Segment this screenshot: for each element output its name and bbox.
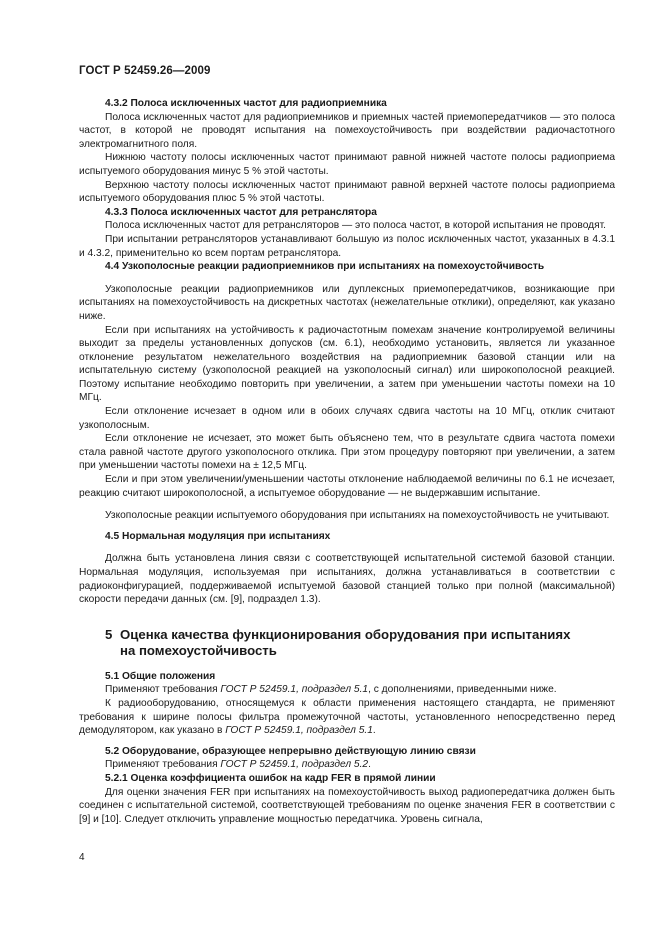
subsection-heading: 5.1 Общие положения <box>105 670 216 682</box>
paragraph: Если отклонение исчезает в одном или в обоих случаях сдвига частоты на 10 МГц, отклик считают узкополосным. <box>79 406 615 431</box>
reference-text: ГОСТ Р 52459.1, подраздел 5.2 <box>220 759 369 771</box>
subsection-heading: 4.3.3 Полоса исключенных частот для ретранслятора <box>105 206 377 218</box>
paragraph: Узкополосные реакции радиоприемников или дуплексных приемопередатчиков, возникающие при испытаниях на помехоустойчивость на дискретных частотах (нежелательные отклики), определяют, как указано ниже. <box>79 283 615 322</box>
subsection-heading: 5.2.1 Оценка коэффициента ошибок на кадр FER в прямой линии <box>105 772 436 784</box>
subsection-heading: 4.4 Узкополосные реакции радиоприемников при испытаниях на помехоустойчивость <box>105 261 545 273</box>
section-title-line: Оценка качества функционирования оборудования при испытаниях <box>120 626 571 642</box>
paragraph: Нижнюю частоту полосы исключенных частот принимают равной нижней частоте полосы радиоприема испытуемого оборудования минус 5 % этой частоты. <box>79 152 615 177</box>
paragraph: Для оценки значения FER при испытаниях на помехоустойчивость выход радиопередатчика должен быть соединен с испытательной системой, соответствующей требованиям по оценке значения FER в соответствии с [9] и [10]. Следует отключить управление мощностью передатчика. Уровень сигнала, <box>79 786 615 825</box>
paragraph: Должна быть установлена линия связи с соответствующей испытательной системой базовой станции. Нормальная модуляция, используемая при испытаниях, должна устанавливаться в соответствии с радиоконфигурацией, поддерживаемой испытуемой базовой станцией только при полной (максимальной) скорости передачи данных (см. [9], подраздел 1.3). <box>79 553 615 606</box>
page-number: 4 <box>79 852 85 863</box>
paragraph: Полоса исключенных частот для радиоприемников и приемных частей приемопередатчиков — это полоса частот, в которой не проводят испытания на помехоустойчивость при воздействии радиочастотного электромагнитного поля. <box>79 111 615 150</box>
standard-header: ГОСТ Р 52459.26—2009 <box>79 65 211 77</box>
paragraph-text: . <box>368 759 371 771</box>
paragraph-text: Применяют требования <box>105 759 221 771</box>
paragraph-text: , с дополнениями, приведенными ниже. <box>368 684 557 696</box>
paragraph <box>79 683 615 697</box>
paragraph: Если при испытаниях на устойчивость к радиочастотным помехам значение контролируемой величины выходит за пределы установленных допусков (см. 6.1), необходимо установить, является ли указанное отклонение результатом нежелательного воздействия на радиоприемник базовой станции или на испытательную систему (узкополосной реакцией на узкополосный сигнал) или широкополосной реакцией. Поэтому испытание необходимо повторить при увеличении, а затем при уменьшении частоты помехи на 10 МГц. <box>79 324 615 404</box>
reference-text: ГОСТ Р 52459.1, подраздел 5.1 <box>225 725 373 737</box>
paragraph <box>79 697 615 738</box>
paragraph: Если и при этом увеличении/уменьшении частоты отклонение наблюдаемой величины по 6.1 не исчезает, реакцию считают широкополосной, а испытуемое оборудование — не выдержавшим испытание. <box>79 474 615 499</box>
reference-text: ГОСТ Р 52459.1, подраздел 5.1 <box>220 684 369 696</box>
paragraph: Верхнюю частоту полосы исключенных частот принимают равной верхней частоте полосы радиоприема испытуемого оборудования плюс 5 % этой частоты. <box>79 179 615 205</box>
section-heading <box>79 627 615 659</box>
paragraph-text: К радиооборудованию, относящемуся к области применения настоящего стандарта, не применяют требования к ширине полосы фильтра промежуточной частоты, установленного непосредственно перед демодулятором, как указано в <box>79 697 615 737</box>
document-body <box>79 97 615 826</box>
paragraph-text: . <box>372 725 376 737</box>
subsection-heading: 4.3.2 Полоса исключенных частот для радиоприемника <box>105 98 387 109</box>
section-number: 5 <box>105 626 113 642</box>
subsection-heading: 4.5 Нормальная модуляция при испытаниях <box>105 530 331 542</box>
section-title-line: на помехоустойчивость <box>120 642 277 658</box>
paragraph: Узкополосные реакции испытуемого оборудования при испытаниях на помехоустойчивость не учитывают. <box>105 510 610 522</box>
paragraph: Полоса исключенных частот для ретрансляторов — это полоса частот, в которой испытания не проводят. <box>105 220 606 232</box>
paragraph: При испытании ретрансляторов устанавливают большую из полос исключенных частот, указанных в 4.3.1 и 4.3.2, применительно ко всем портам ретранслятора. <box>79 233 615 259</box>
paragraph: Если отклонение не исчезает, это может быть объяснено тем, что в результате сдвига частота помехи стала равной частоте другого узкополосного отклика. При этом процедуру повторяют при увеличении, а затем при уменьшении частоты помехи на ± 12,5 МГц. <box>79 433 615 472</box>
subsection-heading: 5.2 Оборудование, образующее непрерывно действующую линию связи <box>105 745 476 757</box>
paragraph <box>79 758 615 772</box>
paragraph-text: Применяют требования <box>105 684 221 696</box>
